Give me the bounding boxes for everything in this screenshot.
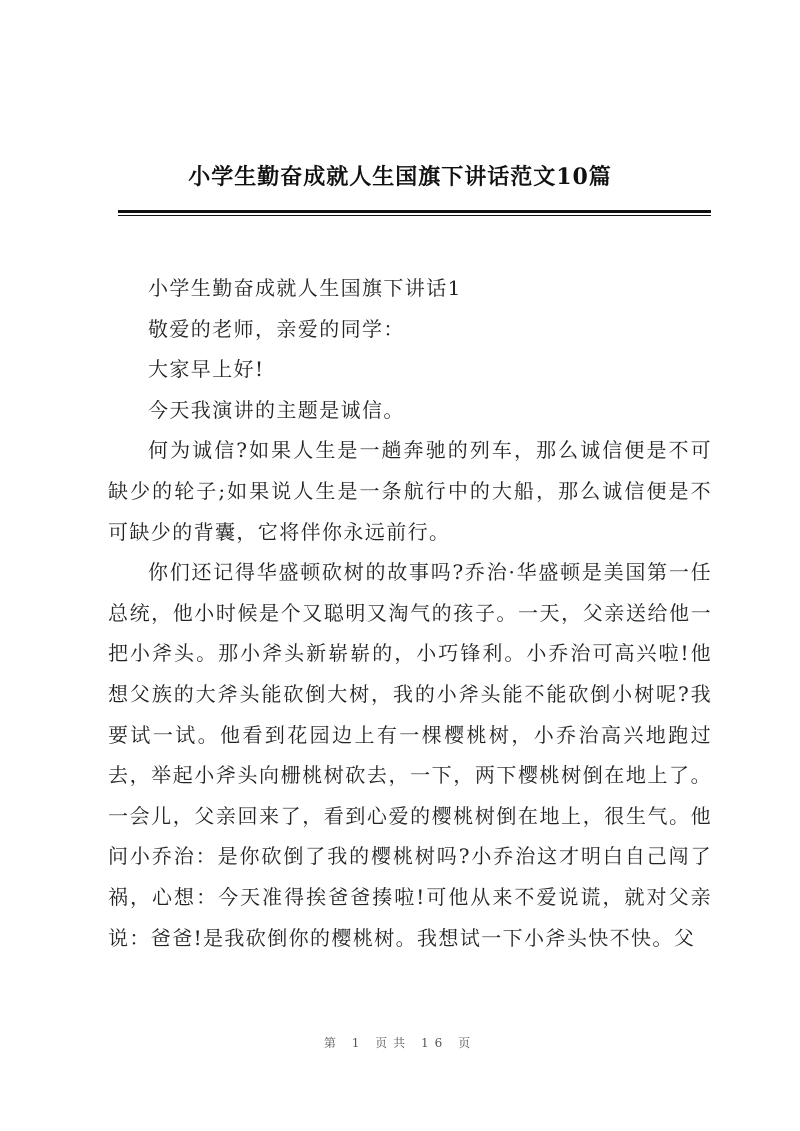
- page-number-footer: 第 1 页共 16 页: [323, 1036, 477, 1050]
- title-divider-thick: [118, 210, 711, 213]
- document-body: [108, 268, 712, 958]
- paragraph-integrity: 何为诚信?如果人生是一趟奔驰的列车，那么诚信便是不可缺少的轮子;如果说人生是一条航行中的大船，那么诚信便是不可缺少的背囊，它将伴你永远前行。: [108, 438, 712, 544]
- paragraph-washington-story: 你们还记得华盛顿砍树的故事吗?乔治·华盛顿是美国第一任总统，他小时候是个又聪明又淘气的孩子。一天，父亲送给他一把小斧头。那小斧头新崭崭的，小巧锋利。小乔治可高兴啦!他想父族的大斧头能砍倒大树，我的小斧头能不能砍倒小树呢?我要试一试。他看到花园边上有一棵樱桃树，小乔治高兴地跑过去，举起小斧头向栅桃树砍去，一下，两下樱桃树倒在地上了。一会儿，父亲回来了，看到心爱的樱桃树倒在地上，很生气。他问小乔治：是你砍倒了我的樱桃树吗?小乔治这才明白自己闯了祸，心想：今天准得挨爸爸揍啦!可他从来不爱说谎，就对父亲说：爸爸!是我砍倒你的樱桃树。我想试一下小斧头快不快。父: [108, 560, 712, 950]
- section-heading: 小学生勤奋成就人生国旗下讲话1: [148, 276, 462, 300]
- salutation: 敬爱的老师，亲爱的同学：: [148, 316, 405, 341]
- topic-sentence: 今天我演讲的主题是诚信。: [148, 397, 405, 422]
- greeting: 大家早上好!: [148, 357, 265, 382]
- document-title: 小学生勤奋成就人生国旗下讲话范文10篇: [188, 164, 612, 190]
- title-divider-thin: [118, 215, 711, 216]
